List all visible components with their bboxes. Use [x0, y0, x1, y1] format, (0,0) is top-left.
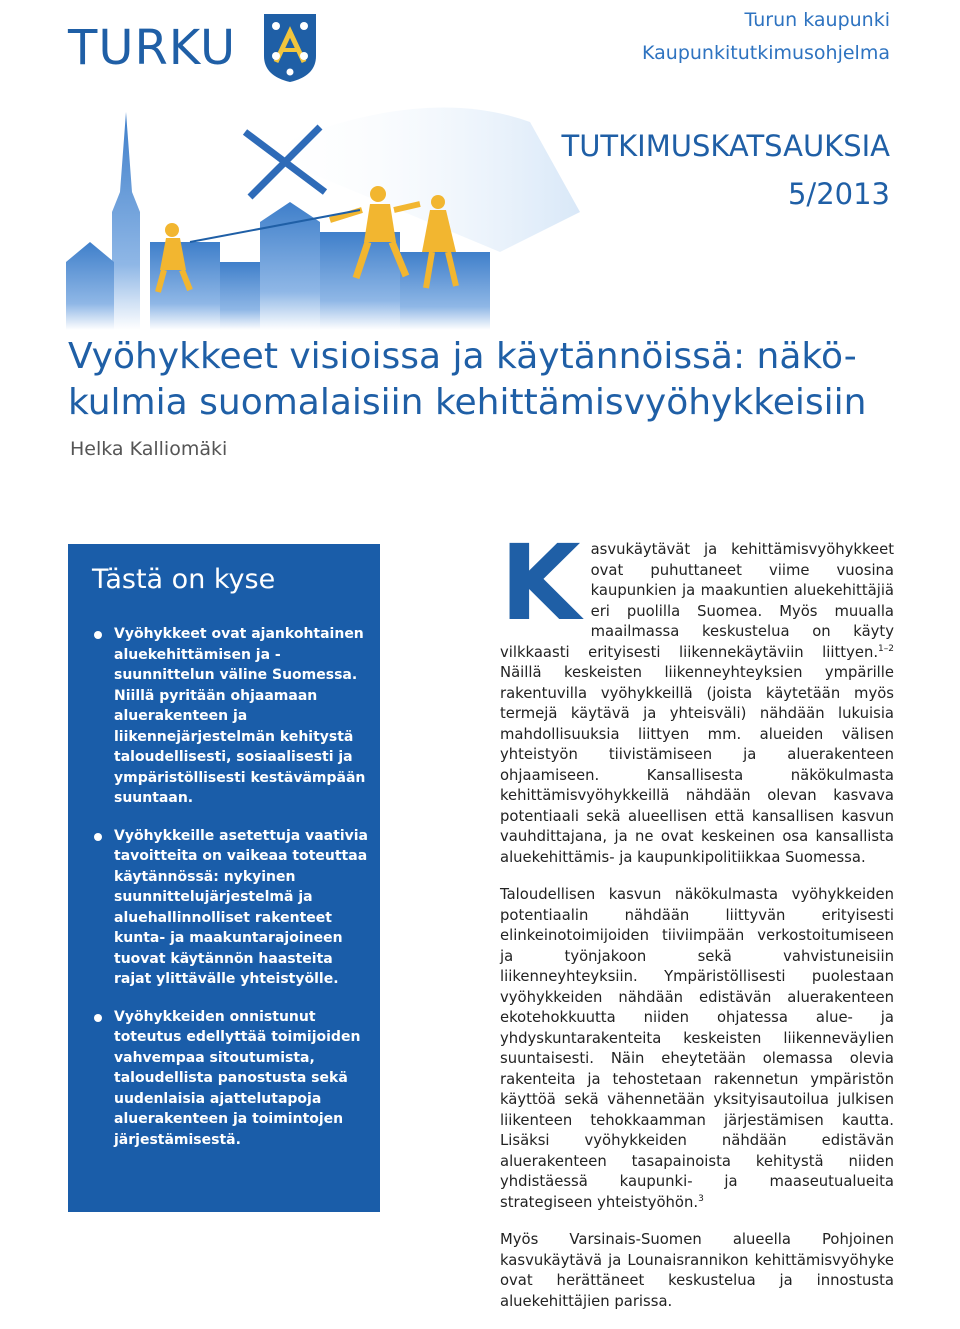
title-line-2: kulmia suomalaisiin kehittämisvyöhykkeisiin	[68, 382, 867, 423]
body-column	[500, 522, 894, 1329]
summary-item-text: Vyöhykkeiden onnistunut toteutus edellyttää toimijoiden vahvempaa sitoutumista, taloudellista panostusta sekä uudenlaisia ajattelutapoja aluerakenteen ja toimintojen järjestämisestä.	[114, 1008, 361, 1148]
summary-item-text: Vyöhykkeille asetettuja vaativia tavoitteita on vaikeaa toteuttaa käytännössä: nykyinen suunnittelujärjestelmä ja aluehallinnolliset rakenteet kunta- ja maakuntarajoineen tuovat käytännön haasteita rajat ylittävälle yhteistyölle.	[114, 827, 368, 987]
org-name: Turun kaupunki	[744, 9, 890, 31]
coat-of-arms-icon	[262, 12, 318, 84]
body-text: Taloudellisen kasvun näkökulmasta vyöhykkeiden potentiaalin nähdään liittyvän erityisesti elinkeinotoimijoiden tiiviimpään verkostoitumiseen ja työnjakoon sekä vahvistuneisiin liikenneyhteyksiin. Ympäristöllisesti puolestaan vyöhykkeiden nähdään edistävän aluerakenteen ekotehokkuutta niiden ohjatessa alue- ja yhdyskuntarakenteita keskeisten liikenneväylien suuntaisesti. Näin eheytetään olemassa olevia rakenteita ja tehostetaan rakennetun ympäristön käyttöä sekä vähennetään yksityisautoilua julkisen liikenteen tehokkaamman järjestämisen kautta. Lisäksi vyöhykkeiden nähdään edistävän aluerakenteen tasapainoista kehitystä niiden yhdistäessä kaupunki- ja maaseutualueita strategiseen yhteistyöhön.	[500, 886, 894, 1211]
author-name: Helka Kalliomäki	[70, 438, 228, 460]
summary-item	[92, 624, 374, 809]
series-label	[561, 122, 890, 218]
summary-box	[68, 544, 380, 1212]
body-text: Näillä keskeisten liikenneyhteyksien ympärille rakentuvilla vyöhykkeillä (joista käytetään myös termejä käytävä ja yhteisväli) nähdään lukuisia mahdollisuuksia liittyen mm. alueiden välisen yhteistyön tiivistämiseen ja aluerakenteen ohjaamiseen. Kansallisesta näkökulmasta kehittämisvyöhykkeillä nähdään olevan kasvava potentiaali sekä alueellisen että kansallisen kasvun vauhdittajana, ja ne ovat keskeinen osa kansallista aluekehittämis- ja kaupunkipolitiikkaa Suomessa.	[500, 664, 894, 866]
summary-item-text: Vyöhykkeet ovat ajankohtainen aluekehittämisen ja -suunnittelun väline Suomessa. Niillä pyritään ohjaamaan aluerakenteen ja liikennejärjestelmän kehitystä taloudellisesti, sosiaalisesti ja ympäristöllisesti kestävämpään suuntaan.	[114, 626, 366, 806]
summary-item	[92, 1007, 374, 1151]
bullet-icon	[94, 631, 102, 639]
series-issue: 5/2013	[787, 177, 890, 211]
article-title	[68, 334, 908, 426]
body-paragraph	[500, 522, 894, 868]
summary-item	[92, 826, 374, 990]
org-program: Kaupunkitutkimusohjelma	[642, 42, 890, 64]
summary-heading: Tästä on kyse	[92, 564, 276, 595]
city-illustration	[60, 92, 580, 330]
brand-wordmark: TURKU	[68, 20, 237, 76]
footnote-ref: 3	[698, 1193, 704, 1204]
series-name: TUTKIMUSKATSAUKSIA	[561, 129, 890, 163]
summary-list	[92, 624, 374, 1167]
organization-info	[642, 4, 890, 70]
drop-cap: K	[500, 522, 581, 644]
bullet-icon	[94, 1014, 102, 1022]
footnote-ref: 1–2	[878, 643, 894, 654]
bullet-icon	[94, 833, 102, 841]
body-text: asvukäytävät ja kehittämisvyöhykkeet ovat puhuttaneet viime vuosina kaupunkien ja maakuntien aluekehittäjiä eri puolilla Suomea. Myös muualla maailmassa keskustelua on käyty vilkkaasti erityisesti liikennekäytäviin liittyen.	[500, 541, 894, 661]
body-text: Myös Varsinais-Suomen alueella Pohjoinen kasvukäytävä ja Lounaisrannikon kehittämisvyöhyke ovat herättäneet keskustelua ja innostusta aluekehittäjien parissa.	[500, 1231, 894, 1310]
body-paragraph	[500, 885, 894, 1213]
body-paragraph	[500, 1230, 894, 1312]
title-line-1: Vyöhykkeet visioissa ja käytännöissä: näkö-	[68, 336, 857, 377]
